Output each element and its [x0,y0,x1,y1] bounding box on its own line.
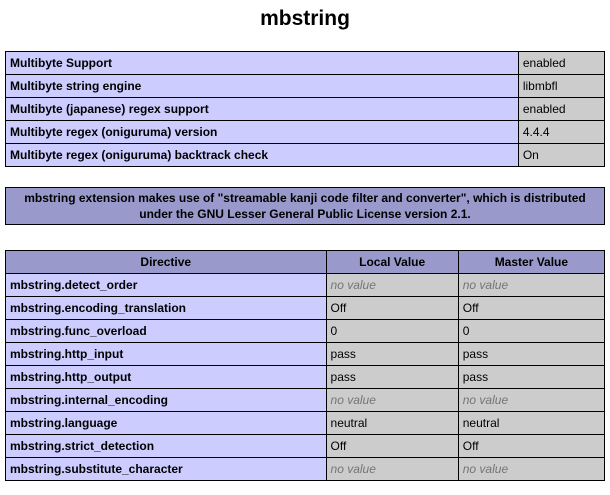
summary-label-cell: Multibyte Support [6,52,519,75]
master-value-cell: Off [458,435,604,458]
summary-row [6,121,605,144]
summary-label-cell: Multibyte string engine [6,75,519,98]
directive-row [6,320,605,343]
directive-row [6,297,605,320]
master-value-cell: neutral [458,412,604,435]
summary-value-cell: On [518,144,604,167]
summary-value-cell: libmbfl [518,75,604,98]
summary-label-cell: Multibyte regex (oniguruma) version [6,121,519,144]
summary-row [6,98,605,121]
local-value-cell: pass [326,343,458,366]
directives-table-head [6,251,605,274]
directive-row [6,458,605,481]
summary-row [6,75,605,98]
directive-row [6,412,605,435]
directive-row [6,274,605,297]
master-value-cell: pass [458,366,604,389]
local-value-cell: pass [326,366,458,389]
summary-row [6,52,605,75]
master-value-cell: no value [458,389,604,412]
master-value-cell: Off [458,297,604,320]
directive-name-cell: mbstring.strict_detection [6,435,327,458]
directive-name-cell: mbstring.substitute_character [6,458,327,481]
local-value-cell: no value [326,389,458,412]
summary-value-cell: 4.4.4 [518,121,604,144]
summary-table [5,51,605,167]
directive-row [6,389,605,412]
directive-name-cell: mbstring.http_output [6,366,327,389]
summary-row [6,144,605,167]
local-value-cell: 0 [326,320,458,343]
column-header-directive: Directive [6,251,327,274]
master-value-cell: no value [458,274,604,297]
master-value-cell: 0 [458,320,604,343]
master-value-cell: no value [458,458,604,481]
directives-table-body [6,274,605,481]
phpinfo-page [0,7,610,481]
directive-name-cell: mbstring.detect_order [6,274,327,297]
local-value-cell: Off [326,435,458,458]
directive-row [6,435,605,458]
master-value-cell: pass [458,343,604,366]
directive-name-cell: mbstring.language [6,412,327,435]
summary-table-body [6,52,605,167]
summary-label-cell: Multibyte regex (oniguruma) backtrack check [6,144,519,167]
directive-name-cell: mbstring.internal_encoding [6,389,327,412]
directive-row [6,366,605,389]
directive-row [6,343,605,366]
summary-value-cell: enabled [518,98,604,121]
local-value-cell: no value [326,274,458,297]
directive-name-cell: mbstring.func_overload [6,320,327,343]
directives-table [5,250,605,481]
summary-value-cell: enabled [518,52,604,75]
summary-label-cell: Multibyte (japanese) regex support [6,98,519,121]
directives-header-row [6,251,605,274]
directive-name-cell: mbstring.http_input [6,343,327,366]
page-title: mbstring [260,7,350,30]
license-notice: mbstring extension makes use of "streamable kanji code filter and converter", which is distributed under the GNU Lesser General Public License version 2.1. [5,187,605,225]
local-value-cell: no value [326,458,458,481]
local-value-cell: Off [326,297,458,320]
local-value-cell: neutral [326,412,458,435]
column-header-master-value: Master Value [458,251,604,274]
column-header-local-value: Local Value [326,251,458,274]
directive-name-cell: mbstring.encoding_translation [6,297,327,320]
